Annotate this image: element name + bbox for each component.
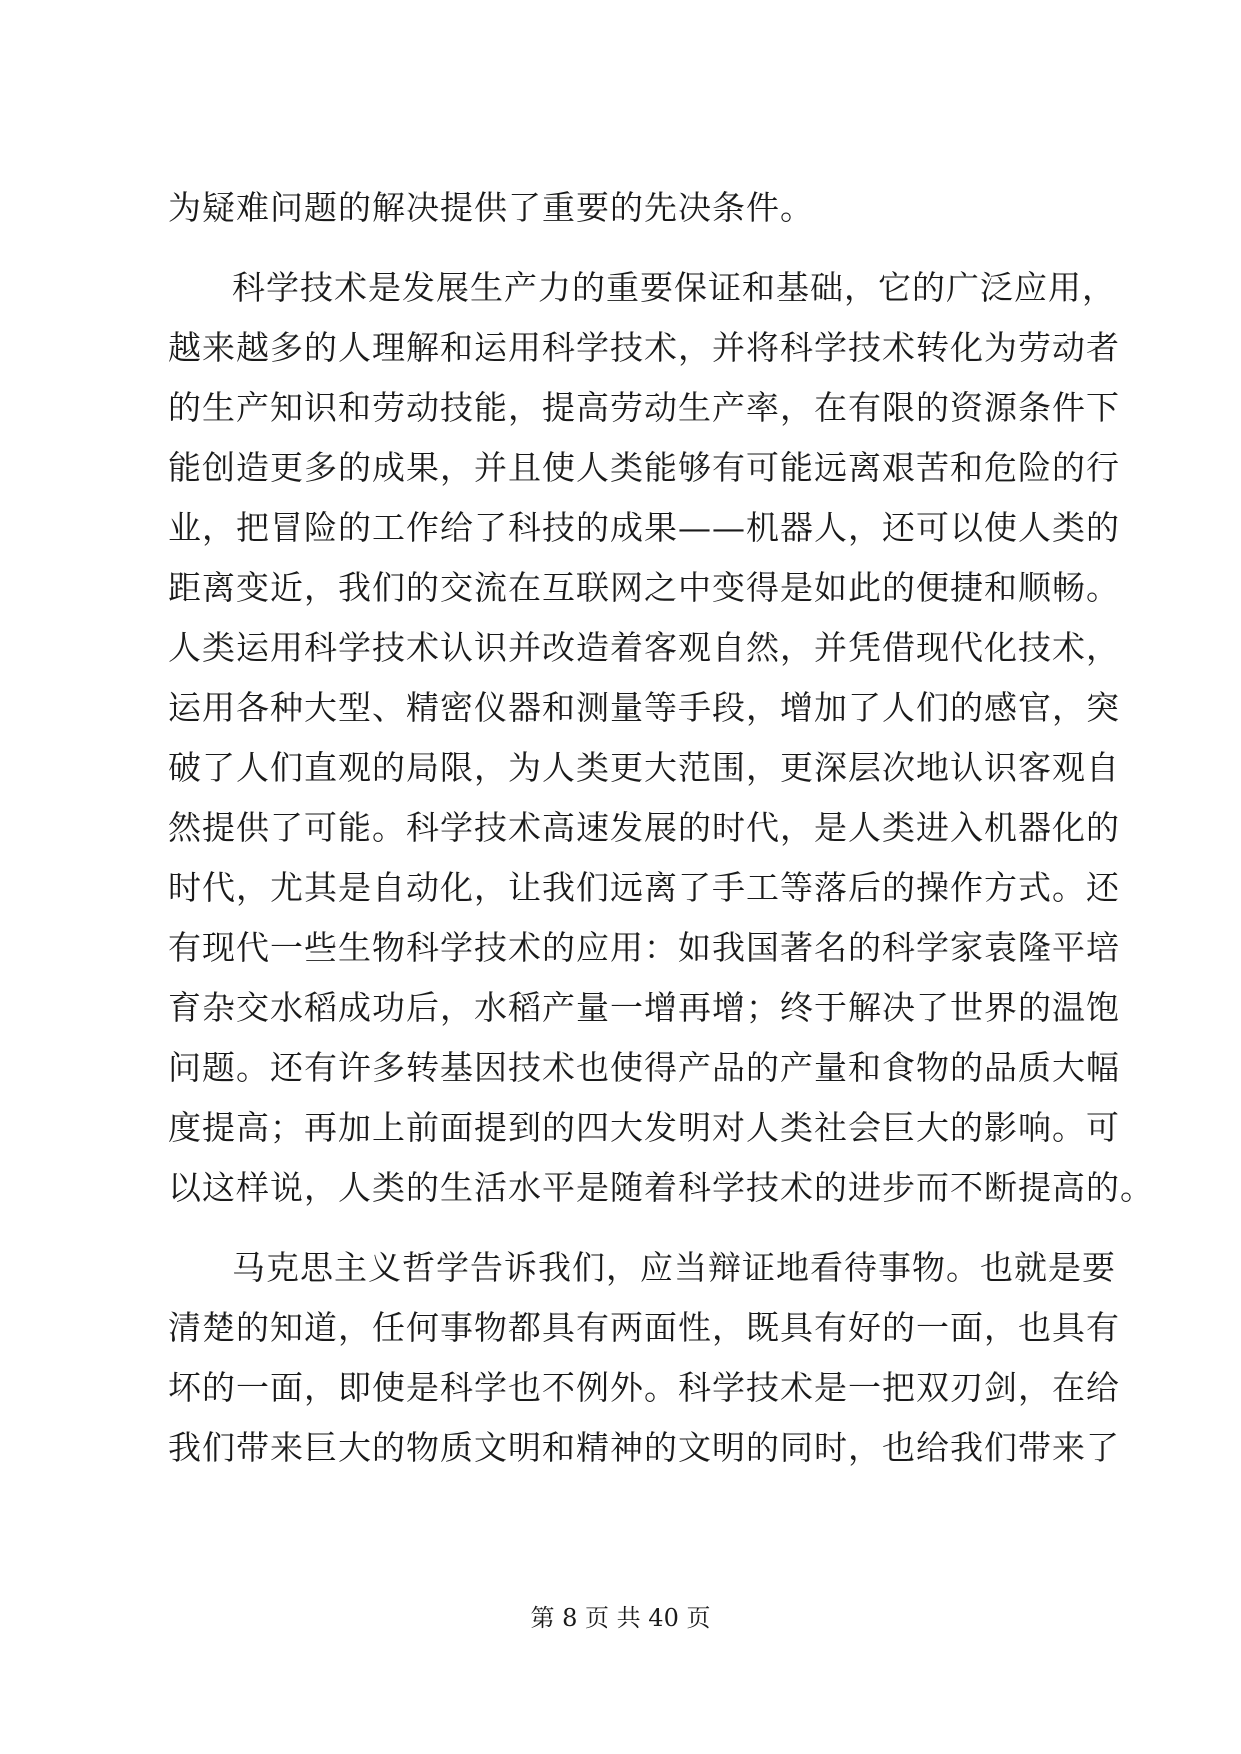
text-line: 有现代一些生物科学技术的应用：如我国著名的科学家袁隆平培 bbox=[168, 928, 1120, 967]
text-line: 清楚的知道，任何事物都具有两面性，既具有好的一面，也具有 bbox=[168, 1308, 1120, 1347]
text-line: 距离变近，我们的交流在互联网之中变得是如此的便捷和顺畅。 bbox=[168, 568, 1120, 607]
text-line: 运用各种大型、精密仪器和测量等手段，增加了人们的感官，突 bbox=[168, 688, 1120, 727]
text-line: 育杂交水稻成功后，水稻产量一增再增；终于解决了世界的温饱 bbox=[168, 988, 1120, 1027]
text-line: 问题。还有许多转基因技术也使得产品的产量和食物的品质大幅 bbox=[168, 1048, 1120, 1087]
text-line: 然提供了可能。科学技术高速发展的时代，是人类进入机器化的 bbox=[168, 808, 1120, 847]
text-line: 人类运用科学技术认识并改造着客观自然，并凭借现代化技术， bbox=[168, 628, 1120, 667]
text-line: 度提高；再加上前面提到的四大发明对人类社会巨大的影响。可 bbox=[168, 1108, 1120, 1147]
text-line: 我们带来巨大的物质文明和精神的文明的同时，也给我们带来了 bbox=[168, 1428, 1120, 1467]
text-line: 马克思主义哲学告诉我们，应当辩证地看待事物。也就是要 bbox=[232, 1248, 1116, 1287]
text-line: 越来越多的人理解和运用科学技术，并将科学技术转化为劳动者 bbox=[168, 328, 1120, 367]
text-line: 的生产知识和劳动技能，提高劳动生产率，在有限的资源条件下 bbox=[168, 388, 1120, 427]
text-line: 坏的一面，即使是科学也不例外。科学技术是一把双刃剑，在给 bbox=[168, 1368, 1120, 1407]
text-line: 能创造更多的成果，并且使人类能够有可能远离艰苦和危险的行 bbox=[168, 448, 1120, 487]
text-line: 为疑难问题的解决提供了重要的先决条件。 bbox=[168, 188, 814, 227]
text-line: 以这样说，人类的生活水平是随着科学技术的进步而不断提高的。 bbox=[168, 1168, 1154, 1207]
text-line: 科学技术是发展生产力的重要保证和基础，它的广泛应用， bbox=[232, 268, 1116, 307]
page-number-footer: 第 8 页 共 40 页 bbox=[530, 1604, 711, 1632]
text-line: 破了人们直观的局限，为人类更大范围，更深层次地认识客观自 bbox=[168, 748, 1120, 787]
text-line: 业，把冒险的工作给了科技的成果——机器人，还可以使人类的 bbox=[168, 508, 1120, 547]
text-line: 时代，尤其是自动化，让我们远离了手工等落后的操作方式。还 bbox=[168, 868, 1120, 907]
